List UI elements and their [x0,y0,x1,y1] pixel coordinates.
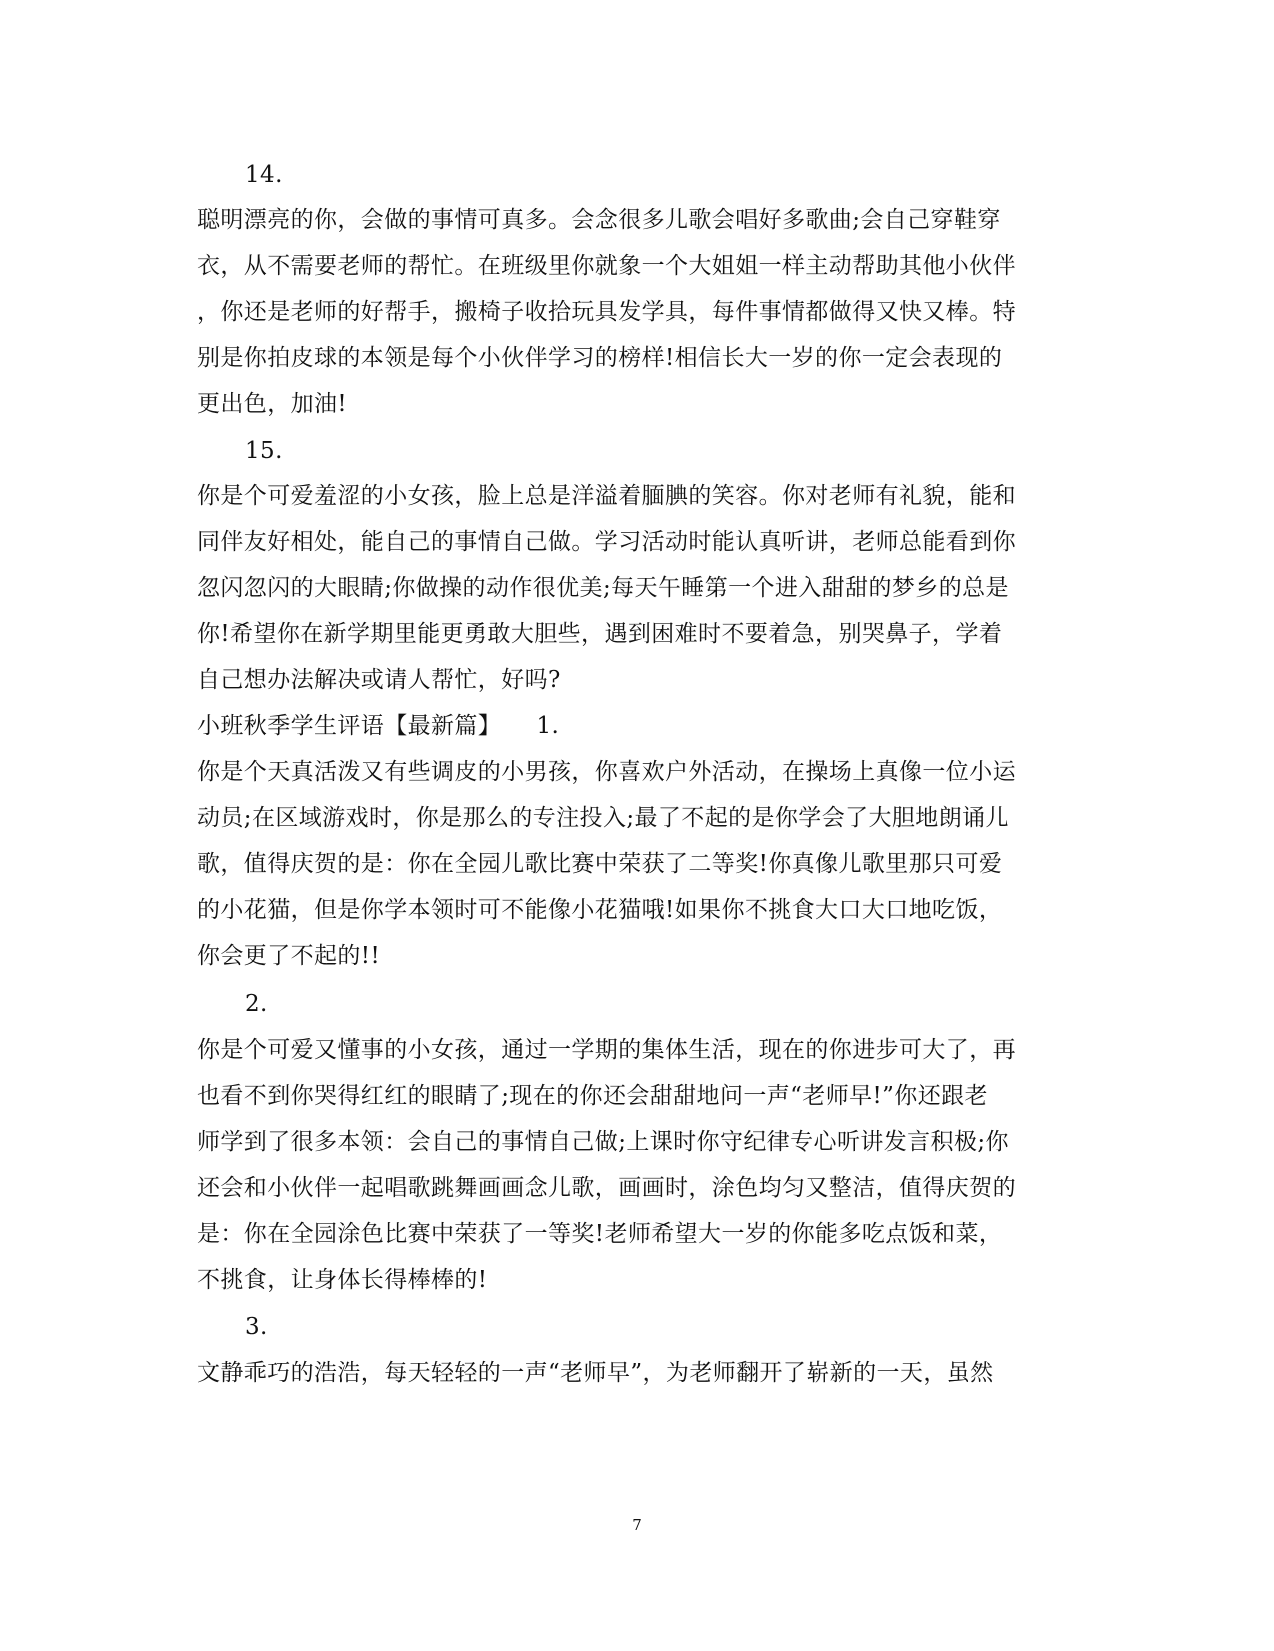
section-heading: 小班秋季学生评语【最新篇】 1. [197,713,560,739]
paragraph-line: 你是个可爱羞涩的小女孩，脸上总是洋溢着腼腆的笑容。你对老师有礼貌，能和 [197,483,1016,509]
paragraph-line: 师学到了很多本领：会自己的事情自己做;上课时你守纪律专心听讲发言积极;你 [197,1129,1009,1155]
paragraph-line: 还会和小伙伴一起唱歌跳舞画画念儿歌，画画时，涂色均匀又整洁，值得庆贺的 [197,1175,1016,1201]
paragraph-line: 的小花猫，但是你学本领时可不能像小花猫哦!如果你不挑食大口大口地吃饭， [197,897,1003,923]
item-number-15: 15. [245,438,283,464]
paragraph-line: 歌，值得庆贺的是：你在全园儿歌比赛中荣获了二等奖!你真像儿歌里那只可爱 [197,851,1003,877]
paragraph-line: 文静乖巧的浩浩，每天轻轻的一声“老师早”，为老师翻开了崭新的一天，虽然 [197,1360,994,1386]
paragraph-line: 动员;在区域游戏时，你是那么的专注投入;最了不起的是你学会了大胆地朗诵儿 [197,805,1009,831]
paragraph-line: 你是个可爱又懂事的小女孩，通过一学期的集体生活，现在的你进步可大了，再 [197,1037,1016,1063]
paragraph-line: 也看不到你哭得红红的眼睛了;现在的你还会甜甜地问一声“老师早!”你还跟老 [197,1083,988,1109]
paragraph-line: 衣，从不需要老师的帮忙。在班级里你就象一个大姐姐一样主动帮助其他小伙伴 [197,253,1016,279]
item-number-14: 14. [245,162,283,188]
paragraph-line: 自己想办法解决或请人帮忙，好吗? [197,667,561,693]
paragraph-line: 更出色，加油! [197,391,348,417]
paragraph-line: 忽闪忽闪的大眼睛;你做操的动作很优美;每天午睡第一个进入甜甜的梦乡的总是 [197,575,1009,601]
page-number: 7 [632,1516,642,1534]
paragraph-line: 别是你拍皮球的本领是每个小伙伴学习的榜样!相信长大一岁的你一定会表现的 [197,345,1003,371]
item-number-3: 3. [245,1314,268,1340]
paragraph-line: 你!希望你在新学期里能更勇敢大胆些，遇到困难时不要着急，别哭鼻子，学着 [197,621,1003,647]
paragraph-line: ，你还是老师的好帮手，搬椅子收拾玩具发学具，每件事情都做得又快又棒。特 [197,299,1016,325]
paragraph-line: 不挑食，让身体长得棒棒的! [197,1267,488,1293]
paragraph-line: 聪明漂亮的你，会做的事情可真多。会念很多儿歌会唱好多歌曲;会自己穿鞋穿 [197,207,1001,233]
paragraph-line: 你会更了不起的!! [197,943,381,969]
paragraph-line: 同伴友好相处，能自己的事情自己做。学习活动时能认真听讲，老师总能看到你 [197,529,1016,555]
paragraph-line: 你是个天真活泼又有些调皮的小男孩，你喜欢户外活动，在操场上真像一位小运 [197,759,1016,785]
paragraph-line: 是：你在全园涂色比赛中荣获了一等奖!老师希望大一岁的你能多吃点饭和菜， [197,1221,1003,1247]
item-number-2: 2. [245,991,268,1017]
